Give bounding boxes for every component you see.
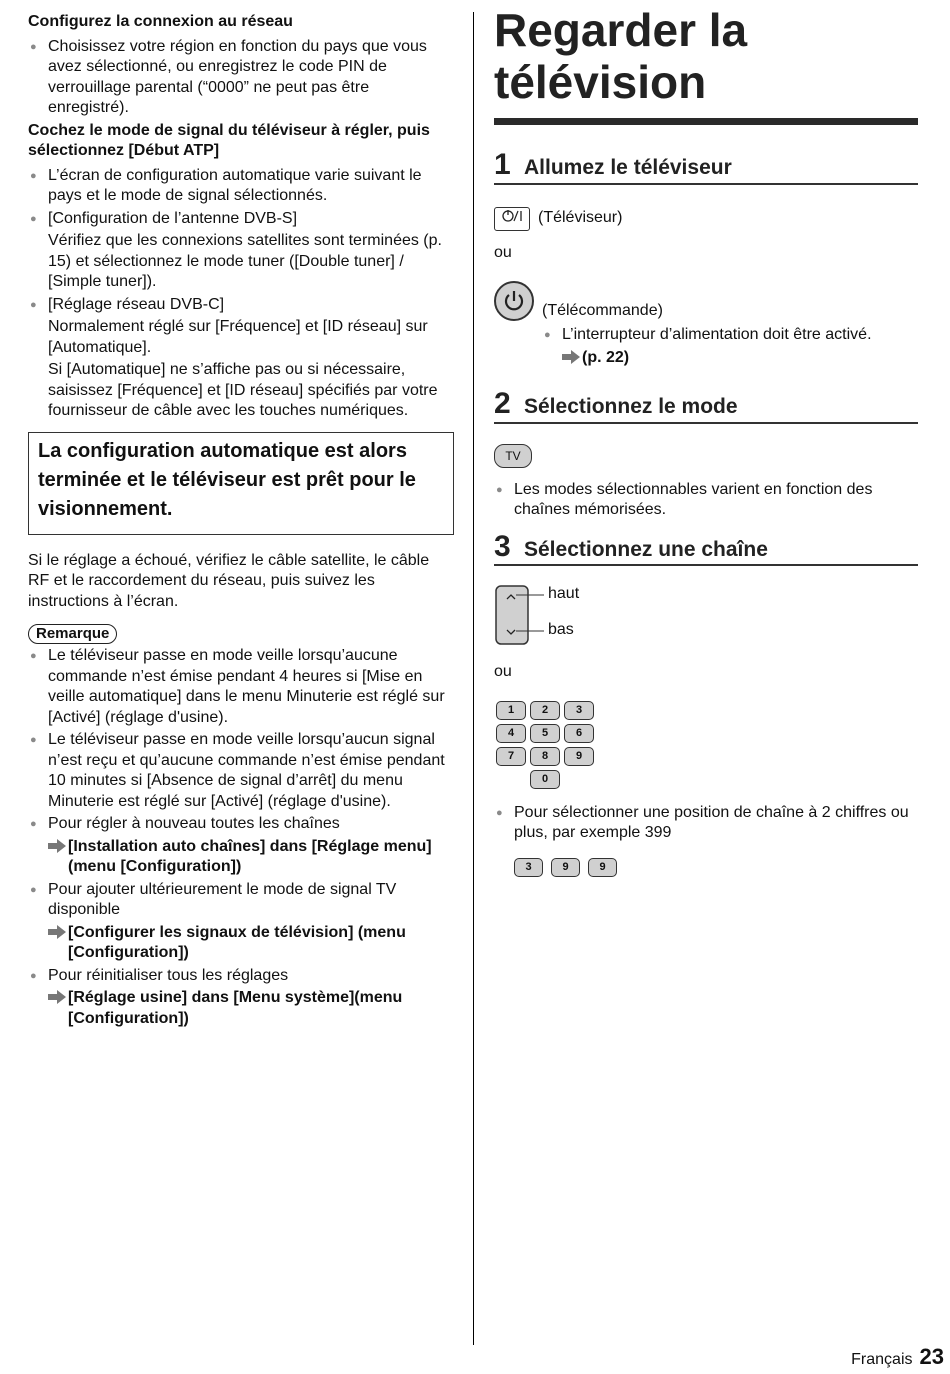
remark-standby-10min: ● Le téléviseur passe en mode veille lorsqu’aucun signal n’est reçu et qu’aucune commande n’est émise pendant 10 minutes si [Absence de signal d’arrêt] du menu Minuterie est réglé sur [Activé] (réglage d'usine).: [28, 730, 454, 812]
example-key-9: 9: [551, 858, 580, 877]
tv-power-key-icon: [494, 207, 530, 231]
title-rule: [494, 118, 918, 125]
remote-power-label: (Télécommande): [542, 301, 663, 319]
example-key-9b: 9: [588, 858, 617, 877]
bullet-dvbs: ● [Configuration de l’antenne DVB-S]: [28, 209, 454, 230]
footer-language: Français: [851, 1350, 913, 1368]
remark-reset: ● Pour réinitialiser tous les réglages: [28, 966, 454, 987]
channel-up-down-row: [494, 584, 918, 648]
tv-power-label: (Téléviseur): [538, 209, 623, 227]
page-number: 23: [919, 1343, 944, 1369]
remote-power-button-icon: [494, 281, 534, 321]
heading-signal-mode: Cochez le mode de signal du téléviseur à régler, puis sélectionnez [Début ATP]: [28, 121, 430, 159]
step-1-number: 1: [494, 148, 511, 181]
page-title: Regarder la télévision: [494, 4, 748, 108]
heading-network: Configurez la connexion au réseau: [28, 13, 293, 30]
completion-box: La configuration automatique est alors terminée et le téléviseur est prêt pour le visionnement.: [28, 432, 454, 535]
num-key-4: 4: [496, 724, 526, 743]
page-footer: [851, 1343, 944, 1371]
step-3-title: Sélectionnez une chaîne: [524, 537, 768, 561]
channel-rocker-icon: [494, 584, 550, 648]
channel-up-label: haut: [548, 585, 580, 602]
step-2-header: [494, 387, 918, 424]
failure-paragraph: Si le réglage a échoué, vérifiez le câble satellite, le câble RF et le raccordement du réseau, puis suivez les instructions à l’écran.: [28, 551, 430, 610]
ref-reset-text: [Réglage usine] dans [Menu système](menu [Configuration]): [68, 989, 403, 1027]
or-text-2: ou: [494, 663, 512, 680]
step-1-header: [494, 148, 918, 185]
dvbc-text-2: Si [Automatique] ne s’affiche pas ou si nécessaire, saisissez [Fréquence] et [ID réseau] spécifiés par votre fournisseur de câble avec les touches numériques.: [48, 361, 438, 419]
ref-retune-text: [Installation auto chaînes] dans [Réglage menu] (menu [Configuration]): [68, 837, 432, 875]
two-digit-note: ● Pour sélectionner une position de chaîne à 2 chiffres ou plus, par exemple 399: [494, 803, 918, 844]
channel-down-label: bas: [548, 621, 574, 638]
num-key-2: 2: [530, 701, 560, 720]
ref-reset: [28, 988, 454, 1029]
number-keypad: [496, 701, 918, 789]
remark-retune: ● Pour régler à nouveau toutes les chaînes: [28, 814, 454, 835]
power-icon: [496, 283, 532, 319]
step-2-number: 2: [494, 387, 511, 420]
num-key-0: 0: [530, 770, 560, 789]
example-keys: [514, 858, 918, 877]
bullet-region: ● Choisissez votre région en fonction du pays que vous avez sélectionné, ou enregistrez le code PIN de verrouillage parental (“0000” ne peut pas être enregistré).: [28, 37, 454, 119]
num-key-9: 9: [564, 747, 594, 766]
tv-mode-key-icon: TV: [494, 444, 532, 468]
example-key-3: 3: [514, 858, 543, 877]
num-key-1: 1: [496, 701, 526, 720]
tv-power-row: [494, 207, 918, 231]
ref-add-signal-text: [Configurer les signaux de télévision] (menu [Configuration]): [68, 923, 406, 961]
ref-add-signal: [28, 923, 454, 964]
step-3-header: [494, 529, 918, 567]
num-key-7: 7: [496, 747, 526, 766]
step-2-title: Sélectionnez le mode: [524, 395, 738, 418]
power-switch-ref: [542, 348, 918, 369]
remote-power-row: [494, 281, 918, 321]
bullet-dvbc: ● [Réglage réseau DVB-C]: [28, 295, 454, 316]
remark-label: Remarque: [28, 624, 117, 644]
num-key-5: 5: [530, 724, 560, 743]
right-column: [494, 0, 918, 877]
dvbs-text: Vérifiez que les connexions satellites sont terminées (p. 15) et sélectionnez le mode tuner ([Double tuner] / [Simple tuner]).: [48, 232, 442, 290]
num-key-3: 3: [564, 701, 594, 720]
left-column: [28, 12, 454, 1031]
arrow-right-icon: [48, 839, 66, 853]
num-key-8: 8: [530, 747, 560, 766]
bullet-auto-config: ● L’écran de configuration automatique varie suivant le pays et le mode de signal sélectionnés.: [28, 166, 454, 207]
step-3-number: 3: [494, 529, 511, 563]
tv-mode-row: [494, 444, 918, 468]
or-text-1: ou: [494, 243, 512, 261]
column-divider: [473, 12, 474, 1345]
arrow-right-icon: [562, 350, 580, 364]
num-key-6: 6: [564, 724, 594, 743]
dvbc-text-1: Normalement réglé sur [Fréquence] et [ID réseau] sur [Automatique].: [48, 318, 428, 356]
arrow-right-icon: [48, 925, 66, 939]
arrow-right-icon: [48, 990, 66, 1004]
ref-retune: [28, 837, 454, 878]
remark-standby-4h: ● Le téléviseur passe en mode veille lorsqu’aucune commande n’est émise pendant 4 heures si [Mise en veille automatique] dans le menu Minuterie est réglé sur [Activé] (réglage d'usine).: [28, 646, 454, 728]
step-1-title: Allumez le téléviseur: [524, 156, 732, 179]
power-standby-icon: [499, 209, 525, 223]
power-switch-note: ● L’interrupteur d’alimentation doit être activé.: [542, 325, 918, 346]
power-switch-ref-text: (p. 22): [582, 348, 630, 366]
remark-add-signal: ● Pour ajouter ultérieurement le mode de signal TV disponible: [28, 880, 454, 921]
mode-note: ● Les modes sélectionnables varient en fonction des chaînes mémorisées.: [494, 480, 918, 521]
